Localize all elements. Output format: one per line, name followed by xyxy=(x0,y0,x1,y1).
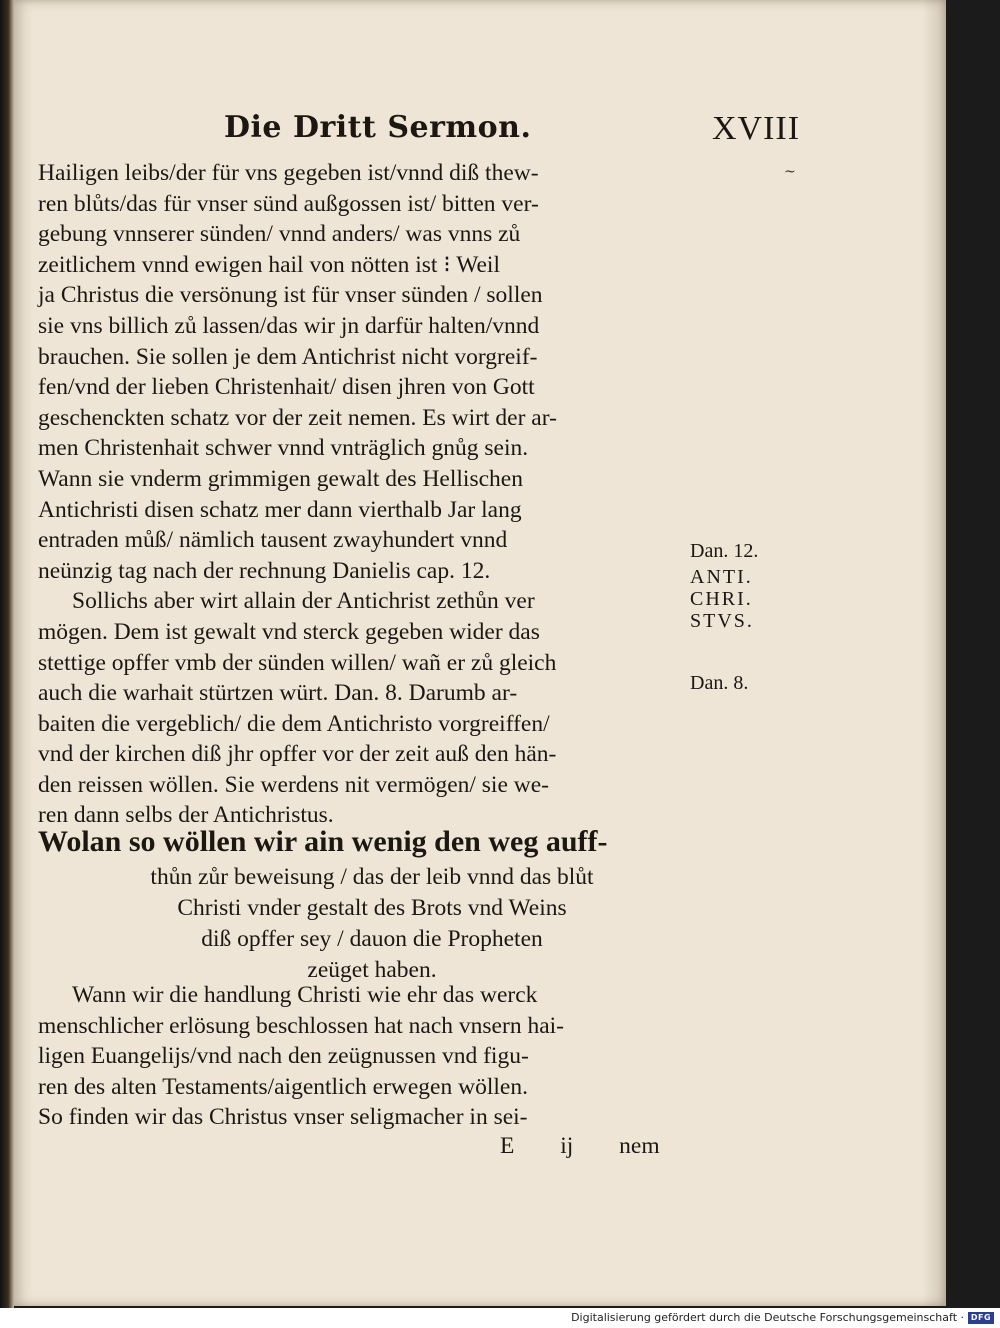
book-gutter-edge xyxy=(0,0,14,1308)
folio-number: XVIII xyxy=(712,110,801,147)
text-line: ren dann selbs der Antichristus. xyxy=(38,802,334,829)
text-line: menschlicher erlösung beschlossen hat nach vnsern hai- xyxy=(38,1012,564,1039)
heading-first-line: Wolan so wöllen wir ain wenig den weg auff- xyxy=(38,825,608,858)
dfg-logo-icon: DFG xyxy=(968,1312,994,1324)
text-line: brauchen. Sie sollen je dem Antichrist nicht vorgreif- xyxy=(38,343,538,370)
funding-footer xyxy=(0,1308,1000,1328)
text-line: Hailigen leibs/der für vns gegeben ist/vnnd diß thew- xyxy=(38,160,539,186)
marginal-line: STVS. xyxy=(690,610,754,632)
text-line: auch die warhait stürtzen würt. Dan. 8. Darumb ar- xyxy=(38,680,518,707)
text-line: ren blůts/das für vnser sünd außgossen ist/ bitten ver- xyxy=(38,190,539,217)
marginal-line: ANTI. xyxy=(690,566,753,588)
signature-mark: E xyxy=(500,1133,515,1159)
text-line: baiten die vergeblich/ die dem Antichristo vorgreiffen/ xyxy=(38,710,550,737)
text-line: zeitlichem vnnd ewigen hail von nötten ist ⁝ Weil xyxy=(38,251,500,278)
funding-credit: Digitalisierung gefördert durch die Deutsche Forschungsgemeinschaft · xyxy=(571,1311,964,1324)
text-line: Sollichs aber wirt allain der Antichrist zethůn ver xyxy=(72,588,535,615)
page-edge-shade xyxy=(922,0,946,1306)
text-line: ligen Euangelijs/vnd nach den zeügnussen vnd figu- xyxy=(38,1043,529,1070)
text-line: mögen. Dem ist gewalt vnd sterck gegeben wider das xyxy=(38,618,540,645)
marginal-line: CHRI. xyxy=(690,588,753,610)
heading-line: diß opffer sey / dauon die Propheten xyxy=(201,926,543,952)
heading-line: thůn zůr beweisung / das der leib vnnd das blůt xyxy=(150,864,594,890)
text-line: men Christenhait schwer vnnd vnträglich gnůg sein. xyxy=(38,435,529,462)
text-line: Wann wir die handlung Christi wie ehr das werck xyxy=(72,982,538,1008)
signature-line xyxy=(500,1133,700,1160)
text-line: So finden wir das Christus vnser seligmacher in sei- xyxy=(38,1104,528,1131)
text-line: Antichristi disen schatz mer dann vierthalb Jar lang xyxy=(38,496,522,523)
running-head: Die Dritt Sermon. xyxy=(224,110,532,145)
catchword: nem xyxy=(619,1133,660,1159)
section-heading xyxy=(38,822,706,986)
heading-line: Christi vnder gestalt des Brots vnd Weins xyxy=(177,895,567,921)
text-line: ren des alten Testaments/aigentlich erwegen wöllen. xyxy=(38,1073,528,1100)
text-line: vnd der kirchen diß jhr opffer vor der zeit auß den hän- xyxy=(38,741,557,768)
text-line: neünzig tag nach der rechnung Danielis cap. 12. xyxy=(38,557,491,584)
signature-number: ij xyxy=(560,1133,574,1159)
text-line: den reissen wöllen. Sie werdens nit vermögen/ sie we- xyxy=(38,771,549,798)
text-line: ja Christus die versönung ist für vnser sünden / sollen xyxy=(38,282,543,309)
text-line: sie vns billich zů lassen/das wir jn darfür halten/vnnd xyxy=(38,312,540,339)
marginal-note-antichristus xyxy=(690,566,754,632)
marginal-note-dan-8: Dan. 8. xyxy=(690,672,749,694)
text-line: stettige opffer vmb der sünden willen/ wañ er zů gleich xyxy=(38,649,557,676)
marginal-note-dan-12: Dan. 12. xyxy=(690,540,759,562)
text-line: fen/vnd der lieben Christenhait/ disen jhren von Gott xyxy=(38,374,535,401)
text-line: Wann sie vnderm grimmigen gewalt des Hellischen xyxy=(38,465,523,492)
heading-line: zeüget haben. xyxy=(307,957,437,983)
folio-mark: ~ xyxy=(784,164,796,180)
body-text-upper xyxy=(38,158,706,831)
text-line: gebung vnnserer sünden/ vnnd anders/ was vnns zů xyxy=(38,221,521,248)
text-line: geschenckten schatz vor der zeit nemen. Es wirt der ar- xyxy=(38,404,557,431)
body-text-lower xyxy=(38,980,706,1133)
text-line: entraden můß/ nämlich tausent zwayhundert vnnd xyxy=(38,527,508,554)
